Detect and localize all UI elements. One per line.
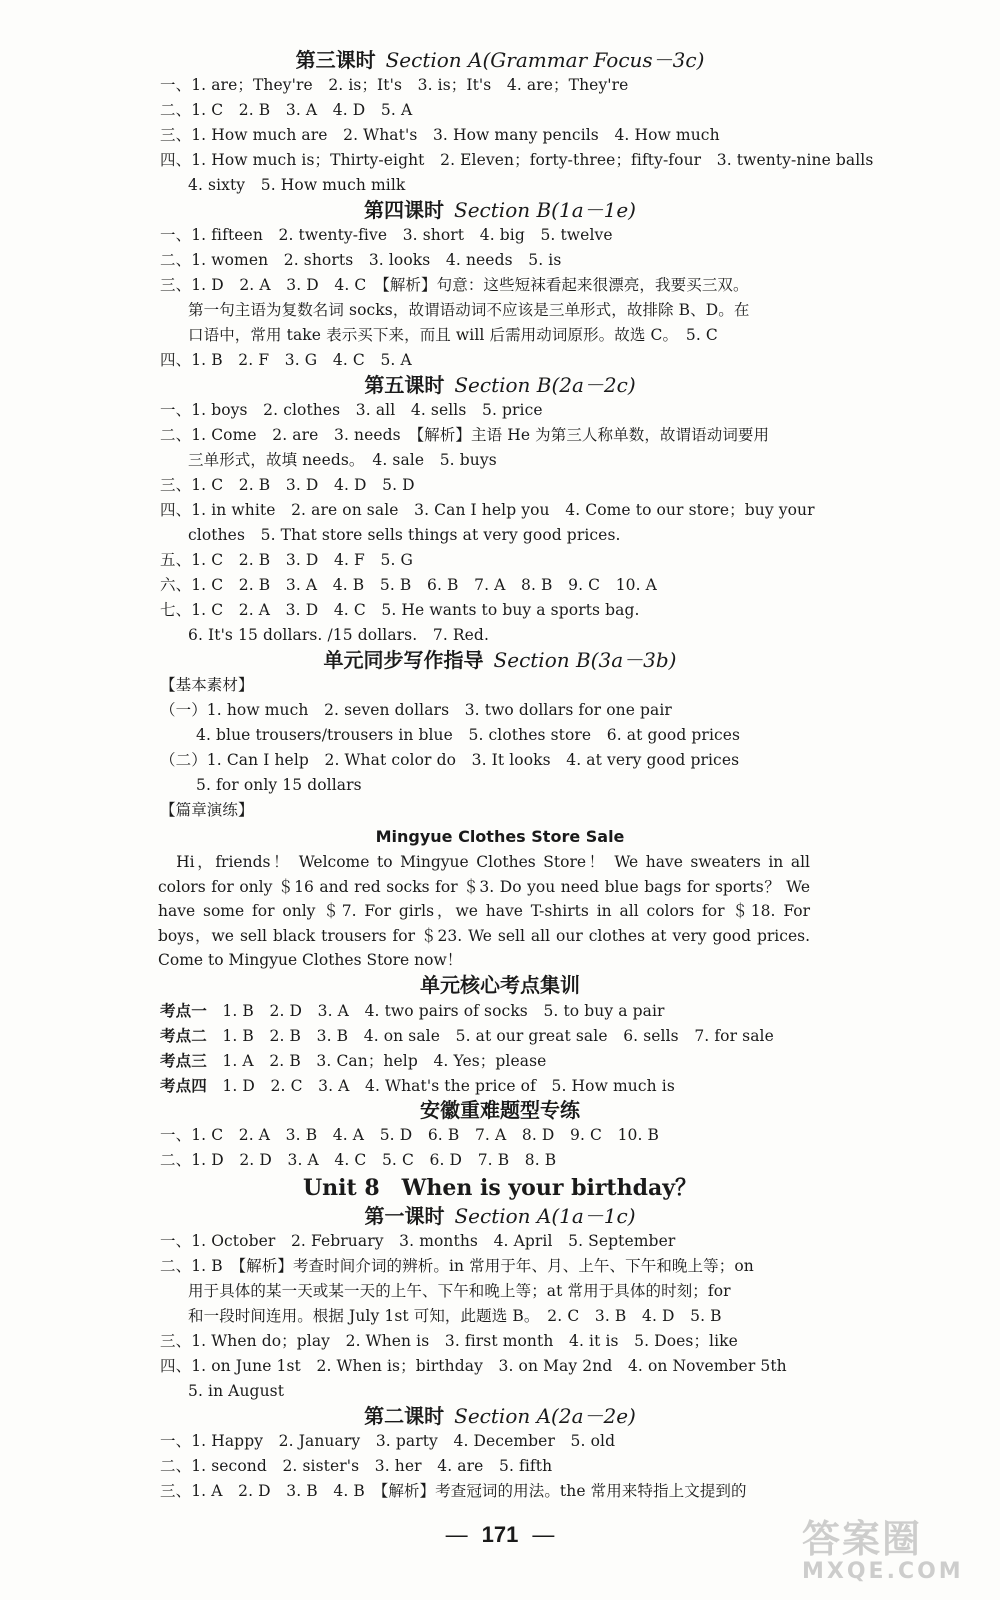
answer-line: 二、1. Come 2. are 3. needs 【解析】主语 He 为第三人称单数，故谓语动词要用 <box>160 426 770 444</box>
article-title: Mingyue Clothes Store Sale <box>375 827 625 846</box>
section-heading-en: Section A(2a－2e) <box>454 1403 636 1428</box>
watermark-logo: 答案圈 <box>802 1517 923 1561</box>
answer-line <box>0 1073 1000 1098</box>
answer-line: （二）1. Can I help 2. What color do 3. It looks 4. at very good prices <box>160 751 740 769</box>
answer-line: 一、1. October 2. February 3. months 4. April 5. September <box>160 1231 676 1250</box>
answer-line: 二、1. D 2. D 3. A 4. C 5. C 6. D 7. B 8. B <box>160 1150 557 1169</box>
answer-line: 三、1. C 2. B 3. D 4. D 5. D <box>160 476 415 494</box>
section-heading-cn: 单元同步写作指导 <box>323 648 484 672</box>
unit-title: Unit 8 When is your birthday？ <box>302 1174 698 1201</box>
point-label: 考点二 <box>160 1025 207 1045</box>
answer-line: 四、1. How much is；Thirty-eight 2. Eleven；forty-three；fifty-four 3. twenty-nine balls <box>160 151 874 169</box>
answer-line: 四、1. B 2. F 3. G 4. C 5. A <box>160 351 412 369</box>
section-heading <box>0 48 1000 73</box>
answer-line: 三、1. D 2. A 3. D 4. C 【解析】句意：这些短袜看起来很漂亮，我要买三双。 <box>160 276 749 294</box>
answer-line: 一、1. boys 2. clothes 3. all 4. sells 5. price <box>160 401 543 419</box>
answer-line <box>0 998 1000 1023</box>
answer-line: 七、1. C 2. A 3. D 4. C 5. He wants to buy a sports bag. <box>160 601 640 619</box>
watermark-site: MXQE.COM <box>802 1559 964 1584</box>
answer-line: （一）1. how much 2. seven dollars 3. two dollars for one pair <box>160 701 672 719</box>
answer-line: 和一段时间连用。根据 July 1st 可知，此题选 B。 2. C 3. B 4. D 5. B <box>188 1306 722 1325</box>
answer-line: 三、1. How much are 2. What's 3. How many pencils 4. How much <box>160 126 720 144</box>
answer-line: 二、1. B 【解析】考查时间介词的辨析。in 常用于年、月、上午、下午和晚上等；on <box>160 1256 754 1275</box>
answer-line: 5. for only 15 dollars <box>196 776 362 794</box>
answer-line: 四、1. on June 1st 2. When is；birthday 3. on May 2nd 4. on November 5th <box>160 1356 787 1375</box>
answer-text: 1. B 2. B 3. B 4. on sale 5. at our great sale 6. sells 7. for sale <box>206 1026 774 1045</box>
answer-line: 【基本素材】 <box>160 676 254 694</box>
answer-text: 1. B 2. D 3. A 4. two pairs of socks 5. to buy a pair <box>206 1001 665 1020</box>
section-heading-en: Section A(1a－1c) <box>454 1203 636 1228</box>
point-label: 考点四 <box>160 1075 207 1095</box>
section-heading-cn: 第三课时 <box>295 48 376 72</box>
answer-line: 4. blue trousers/trousers in blue 5. clothes store 6. at good prices <box>196 726 741 744</box>
point-label: 考点三 <box>160 1050 207 1070</box>
answer-line: 第一句主语为复数名词 socks，故谓语动词不应该是三单形式，故排除 B、D。在 <box>188 301 750 319</box>
answer-line: 5. in August <box>188 1381 285 1400</box>
section-heading <box>0 1098 1000 1123</box>
answer-line: 口语中，常用 take 表示买下来，而且 will 后需用动词原形。故选 C。 5. C <box>188 326 718 344</box>
section-heading-cn: 第二课时 <box>364 1403 445 1428</box>
answer-line: 一、1. fifteen 2. twenty-five 3. short 4. big 5. twelve <box>160 226 613 244</box>
section-heading-en: Section B(1a－1e) <box>454 198 636 222</box>
section-heading-cn: 第四课时 <box>364 198 445 222</box>
page-number-value: 171 <box>481 1522 519 1547</box>
answer-line: 一、1. are；They're 2. is；It's 3. is；It's 4. are；They're <box>160 76 629 94</box>
answer-line: 6. It's 15 dollars. /15 dollars. 7. Red. <box>188 626 489 644</box>
section-heading-cn: 第五课时 <box>364 373 445 397</box>
answer-line: 六、1. C 2. B 3. A 4. B 5. B 6. B 7. A 8. B 9. C 10. A <box>160 576 657 594</box>
answer-line: 二、1. women 2. shorts 3. looks 4. needs 5. is <box>160 251 562 269</box>
answer-line: 五、1. C 2. B 3. D 4. F 5. G <box>160 551 413 569</box>
section-heading <box>0 648 1000 673</box>
point-label: 考点一 <box>160 1000 207 1020</box>
dash-left: — <box>445 1522 468 1547</box>
section-heading-en: Section B(3a－3b) <box>493 648 677 672</box>
answer-line: 【篇章演练】 <box>160 801 254 819</box>
answer-line: clothes 5. That store sells things at very good prices. <box>188 526 621 544</box>
section-heading-en: Section A(Grammar Focus－3c) <box>385 48 705 72</box>
section-heading-en: Section B(2a－2c) <box>454 373 636 397</box>
answer-line: 三单形式，故填 needs。 4. sale 5. buys <box>188 451 497 469</box>
section-heading <box>0 373 1000 398</box>
dash-right: — <box>532 1522 555 1547</box>
watermark <box>802 1508 972 1588</box>
answer-line: 二、1. second 2. sister's 3. her 4. are 5. fifth <box>160 1456 553 1475</box>
section-heading-cn: 第一课时 <box>364 1203 445 1228</box>
answer-text: 1. A 2. B 3. Can；help 4. Yes；please <box>206 1051 547 1070</box>
answer-line: 三、1. A 2. D 3. B 4. B 【解析】考查冠词的用法。the 常用来特指上文提到的 <box>160 1481 747 1500</box>
answer-line <box>0 1023 1000 1048</box>
answer-line <box>0 1048 1000 1073</box>
section-heading-cn: 安徽重难题型专练 <box>420 1097 580 1122</box>
answer-line: 用于具体的某一天或某一天的上午、下午和晚上等；at 常用于具体的时刻；for <box>188 1281 731 1300</box>
answer-line: 一、1. C 2. A 3. B 4. A 5. D 6. B 7. A 8. D 9. C 10. B <box>160 1125 660 1144</box>
answer-text: 1. D 2. C 3. A 4. What's the price of 5. How much is <box>206 1076 675 1095</box>
answer-line: 三、1. When do；play 2. When is 3. first month 4. it is 5. Does；like <box>160 1331 738 1350</box>
section-heading <box>0 1204 1000 1229</box>
answer-line: 四、1. in white 2. are on sale 3. Can I help you 4. Come to our store；buy your <box>160 501 815 519</box>
section-heading <box>0 198 1000 223</box>
answer-line: 4. sixty 5. How much milk <box>188 176 406 194</box>
answer-line: 二、1. C 2. B 3. A 4. D 5. A <box>160 101 413 119</box>
answer-page <box>0 48 1000 1504</box>
section-heading <box>0 1404 1000 1429</box>
section-heading <box>0 973 1000 998</box>
section-heading-cn: 单元核心考点集训 <box>420 972 580 997</box>
article-paragraph: Hi，friends！ Welcome to Mingyue Clothes Store！ We have sweaters in all colors for only ＄16 and red socks for ＄3. Do you need blue bags for sports？ We have some for only ＄7. For girls，we have T-shirts in all colors for ＄18. For boys，we sell black trousers for ＄23. We sell all our clothes at very good prices. Come to Mingyue Clothes Store now！ <box>158 853 810 969</box>
answer-line: 一、1. Happy 2. January 3. party 4. December 5. old <box>160 1431 616 1450</box>
